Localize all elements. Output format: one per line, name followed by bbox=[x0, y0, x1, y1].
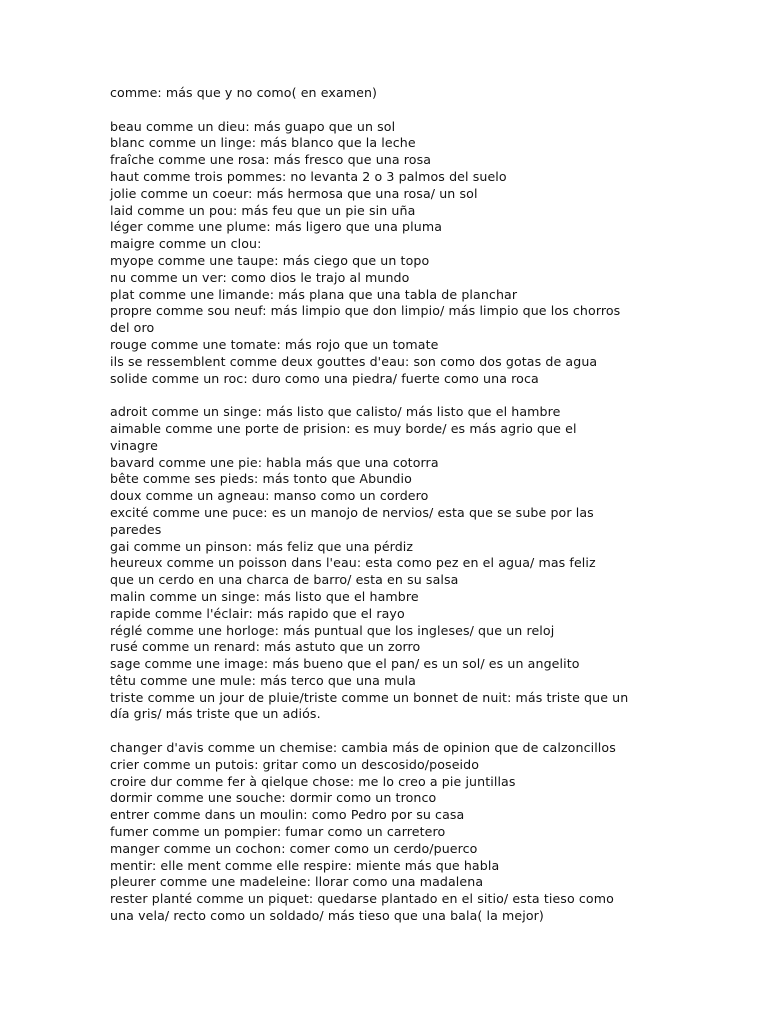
paragraph-block bbox=[110, 119, 660, 388]
text-line: mentir: elle ment comme elle respire: miente más que habla bbox=[110, 857, 500, 873]
text-line: plat comme une limande: más plana que una tabla de planchar bbox=[110, 286, 518, 302]
document-heading: comme: más que y no como( en examen) bbox=[110, 85, 378, 100]
paragraph-block bbox=[110, 404, 660, 723]
text-line: doux comme un agneau: manso como un cordero bbox=[110, 488, 429, 504]
text-line: rapide comme l'éclair: más rapido que el rayo bbox=[110, 605, 405, 621]
text-line: croire dur comme fer à qielque chose: me lo creo a pie juntillas bbox=[110, 773, 516, 789]
text-line: dormir comme une souche: dormir como un tronco bbox=[110, 790, 437, 806]
text-line: changer d'avis comme un chemise: cambia más de opinion que de calzoncillos bbox=[110, 740, 616, 756]
text-line: bavard comme une pie: habla más que una cotorra bbox=[110, 454, 439, 470]
text-line: têtu comme une mule: más terco que una mula bbox=[110, 672, 416, 688]
text-line: pleurer comme une madeleine: llorar como una madalena bbox=[110, 874, 484, 890]
text-line: sage comme une image: más bueno que el pan/ es un sol/ es un angelito bbox=[110, 656, 580, 672]
text-line: haut comme trois pommes: no levanta 2 o 3 palmos del suelo bbox=[110, 168, 507, 184]
text-line: paredes bbox=[110, 521, 162, 537]
document-page bbox=[110, 85, 660, 925]
text-line: solide comme un roc: duro como una piedra/ fuerte como una roca bbox=[110, 370, 539, 386]
document-body bbox=[110, 119, 660, 925]
text-line: manger comme un cochon: comer como un cerdo/puerco bbox=[110, 840, 478, 856]
text-line: del oro bbox=[110, 320, 155, 336]
text-line: que un cerdo en una charca de barro/ esta en su salsa bbox=[110, 572, 459, 588]
text-line: rusé comme un renard: más astuto que un zorro bbox=[110, 639, 421, 655]
text-line: fraîche comme une rosa: más fresco que una rosa bbox=[110, 152, 432, 168]
text-line: adroit comme un singe: más listo que calisto/ más listo que el hambre bbox=[110, 404, 561, 420]
text-line: crier comme un putois: gritar como un descosido/poseido bbox=[110, 756, 480, 772]
text-line: fumer comme un pompier: fumar como un carretero bbox=[110, 824, 446, 840]
text-line: myope comme une taupe: más ciego que un topo bbox=[110, 252, 430, 268]
text-line: beau comme un dieu: más guapo que un sol bbox=[110, 118, 396, 134]
text-line: triste comme un jour de pluie/triste comme un bonnet de nuit: más triste que un bbox=[110, 689, 629, 705]
text-line: heureux comme un poisson dans l'eau: esta como pez en el agua/ mas feliz bbox=[110, 555, 596, 571]
text-line: jolie comme un coeur: más hermosa que una rosa/ un sol bbox=[110, 185, 478, 201]
text-line: rouge comme une tomate: más rojo que un tomate bbox=[110, 336, 439, 352]
paragraph-block bbox=[110, 740, 660, 925]
text-line: rester planté comme un piquet: quedarse plantado en el sitio/ esta tieso como bbox=[110, 891, 614, 907]
text-line: léger comme une plume: más ligero que una pluma bbox=[110, 219, 443, 235]
text-line: excité comme une puce: es un manojo de nervios/ esta que se sube por las bbox=[110, 504, 594, 520]
text-line: propre comme sou neuf: más limpio que don limpio/ más limpio que los chorros bbox=[110, 303, 621, 319]
text-line: día gris/ más triste que un adiós. bbox=[110, 706, 321, 722]
text-line: una vela/ recto como un soldado/ más tieso que una bala( la mejor) bbox=[110, 908, 544, 924]
text-line: laid comme un pou: más feu que un pie sin uña bbox=[110, 202, 416, 218]
text-line: bête comme ses pieds: más tonto que Abundio bbox=[110, 471, 412, 487]
text-line: nu comme un ver: como dios le trajo al mundo bbox=[110, 269, 410, 285]
text-line: gai comme un pinson: más feliz que una pérdiz bbox=[110, 538, 414, 554]
text-line: entrer comme dans un moulin: como Pedro por su casa bbox=[110, 807, 465, 823]
text-line: blanc comme un linge: más blanco que la leche bbox=[110, 135, 416, 151]
text-line: ils se ressemblent comme deux gouttes d'eau: son como dos gotas de agua bbox=[110, 353, 598, 369]
text-line: maigre comme un clou: bbox=[110, 236, 262, 252]
text-line: aimable comme une porte de prision: es muy borde/ es más agrio que el bbox=[110, 420, 577, 436]
text-line: réglé comme une horloge: más puntual que los ingleses/ que un reloj bbox=[110, 622, 555, 638]
text-line: vinagre bbox=[110, 437, 158, 453]
text-line: malin comme un singe: más listo que el hambre bbox=[110, 588, 419, 604]
